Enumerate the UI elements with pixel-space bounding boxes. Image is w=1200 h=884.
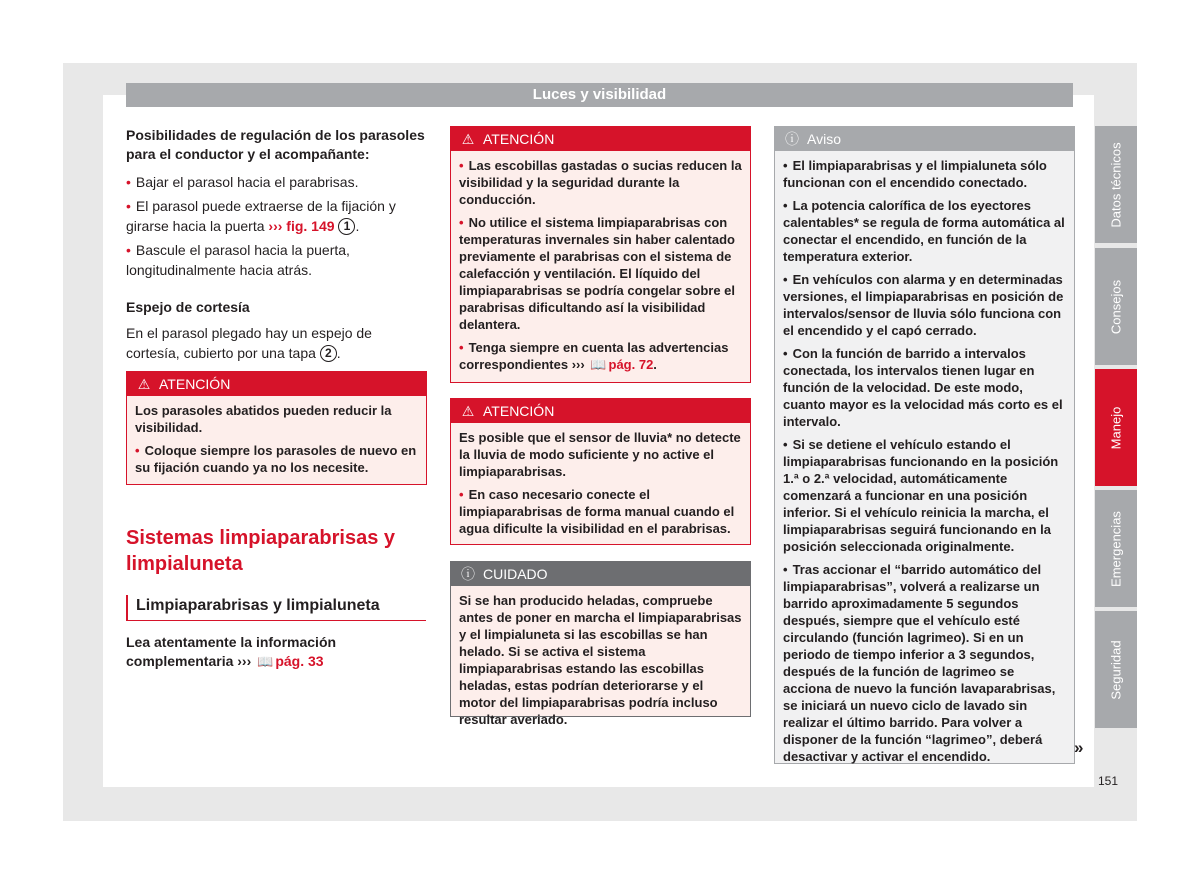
warning-bullet: • No utilice el sistema limpiaparabrisas con temperaturas invernales sin haber calentado previamente el parabrisas con el sistema de calefacción y ventilación. El líquido del limpiaparabrisas se podría congelar sobre el parabrisas dificultando así la visibilidad delantera. [459, 214, 742, 333]
subsection-title: Limpiaparabrisas y limpialuneta [126, 595, 426, 621]
warning-box-rain-sensor [450, 398, 751, 545]
list-item: • Bajar el parasol hacia el parabrisas. [126, 172, 426, 192]
tab-seguridad[interactable]: Seguridad [1095, 611, 1137, 728]
info-icon: ⓘ [785, 131, 799, 147]
caution-header: ⓘ CUIDADO [451, 562, 750, 586]
note-bullet: • Con la función de barrido a intervalos conectada, los intervalos tienen lugar en función de la velocidad. De este modo, cuanto mayor es la velocidad más corto es el intervalo. [783, 345, 1066, 430]
callout-number: 2 [320, 345, 337, 362]
tab-manejo[interactable]: Manejo [1095, 369, 1137, 486]
warning-bullet: • Tenga siempre en cuenta las advertencias correspondientes ››› 📖 pág. 72. [459, 339, 742, 373]
tab-consejos[interactable]: Consejos [1095, 248, 1137, 365]
caution-text: Si se han producido heladas, compruebe antes de poner en marcha el limpiaparabrisas y el limpialuneta si las escobillas se han helado. Si se activa el sistema limpiaparabrisas estando las escobillas heladas, estas podrían deteriorarse y el motor del limpiaparabrisas podría incluso resultar averiado. [459, 593, 742, 727]
warning-triangle-icon: ⚠ [137, 376, 151, 392]
warning-triangle-icon: ⚠ [461, 131, 475, 147]
note-box [774, 126, 1075, 764]
read-info-paragraph: Lea atentamente la información complementaria ››› 📖 pág. 33 [126, 634, 337, 669]
note-bullet: • Tras accionar el “barrido automático del limpiaparabrisas”, volverá a realizarse un barrido aproximadamente 5 segundos después, siempre que el vehículo esté circulando (función lagrimeo). Si en un periodo de tiempo inferior a 3 segundos, después de la función de lagrimeo se acciona de nuevo la función lavaparabrisas, se iniciará un nuevo ciclo de lavado sin realizar el último barrido. Para volver a disponer de la función “lagrimeo”, deberá desactivar y activar el encendido. [783, 561, 1066, 765]
book-icon: 📖 [590, 357, 607, 372]
list-item: • El parasol puede extraerse de la fijación y girarse hacia la puerta ››› fig. 149 1 . [126, 196, 426, 236]
warning-bullet: • En caso necesario conecte el limpiaparabrisas de forma manual cuando el agua dificulte la visibilidad en el parabrisas. [459, 486, 742, 537]
warning-header: ⚠ ATENCIÓN [451, 127, 750, 151]
mirror-heading: Espejo de cortesía [126, 299, 250, 315]
page-link[interactable]: pág. 33 [275, 653, 324, 669]
column-left [126, 126, 426, 363]
list-item: • Bascule el parasol hacia la puerta, longitudinalmente hacia atrás. [126, 240, 426, 280]
parasol-heading: Posibilidades de regulación de los parasoles para el conductor y el acompañante: [126, 127, 425, 162]
continue-marker: » [1074, 738, 1084, 757]
warning-bullet: • Las escobillas gastadas o sucias reducen la visibilidad y la seguridad durante la conducción. [459, 157, 742, 208]
mirror-paragraph: En el parasol plegado hay un espejo de cortesía, cubierto por una tapa 2 . [126, 325, 372, 361]
caution-circle-icon: ⓘ [461, 566, 475, 582]
page-link[interactable]: pág. 72 [608, 357, 654, 372]
warning-box-parasol [126, 371, 427, 485]
figure-link[interactable]: ››› fig. 149 [268, 218, 335, 234]
warning-bullet: • Coloque siempre los parasoles de nuevo en su fijación cuando ya no los necesite. [135, 442, 418, 476]
caution-box-frost [450, 561, 751, 727]
note-bullet: • El limpiaparabrisas y el limpialuneta sólo funcionan con el encendido conectado. [783, 157, 1066, 191]
warning-text: Es posible que el sensor de lluvia* no detecte la lluvia de modo suficiente y no active el limpiaparabrisas. [459, 430, 741, 479]
warning-triangle-icon: ⚠ [461, 403, 475, 419]
note-header: ⓘ Aviso [775, 127, 1074, 151]
note-bullet: • En vehículos con alarma y en determinadas versiones, el limpiaparabrisas en posición de intervalos/sensor de lluvia sólo funciona con el encendido y el capó cerrado. [783, 271, 1066, 339]
warning-header: ⚠ ATENCIÓN [127, 372, 426, 396]
warning-box-wipers [450, 126, 751, 383]
tab-emergencias[interactable]: Emergencias [1095, 490, 1137, 607]
warning-header: ⚠ ATENCIÓN [451, 399, 750, 423]
section-title: Sistemas limpiaparabrisas y limpialuneta [126, 527, 396, 575]
note-bullet: • Si se detiene el vehículo estando el limpiaparabrisas funcionando en la posición 1.ª o 2.ª velocidad, automáticamente comenzará a funcionar en una posición inferior. Si el vehículo reinicia la marcha, el limpiaparabrisas seguirá funcionando en la posición seleccionada originalmente. [783, 436, 1066, 555]
note-bullet: • La potencia calorífica de los eyectores calentables* se regula de forma automática al conectar el encendido, en función de la temperatura exterior. [783, 197, 1066, 265]
callout-number: 1 [338, 218, 355, 235]
warning-text: Los parasoles abatidos pueden reducir la visibilidad. [135, 403, 392, 435]
page-number: 151 [1098, 774, 1119, 788]
tab-datos-tecnicos[interactable]: Datos técnicos [1095, 126, 1137, 243]
book-icon: 📖 [257, 654, 274, 669]
chapter-header: Luces y visibilidad [126, 83, 1073, 107]
